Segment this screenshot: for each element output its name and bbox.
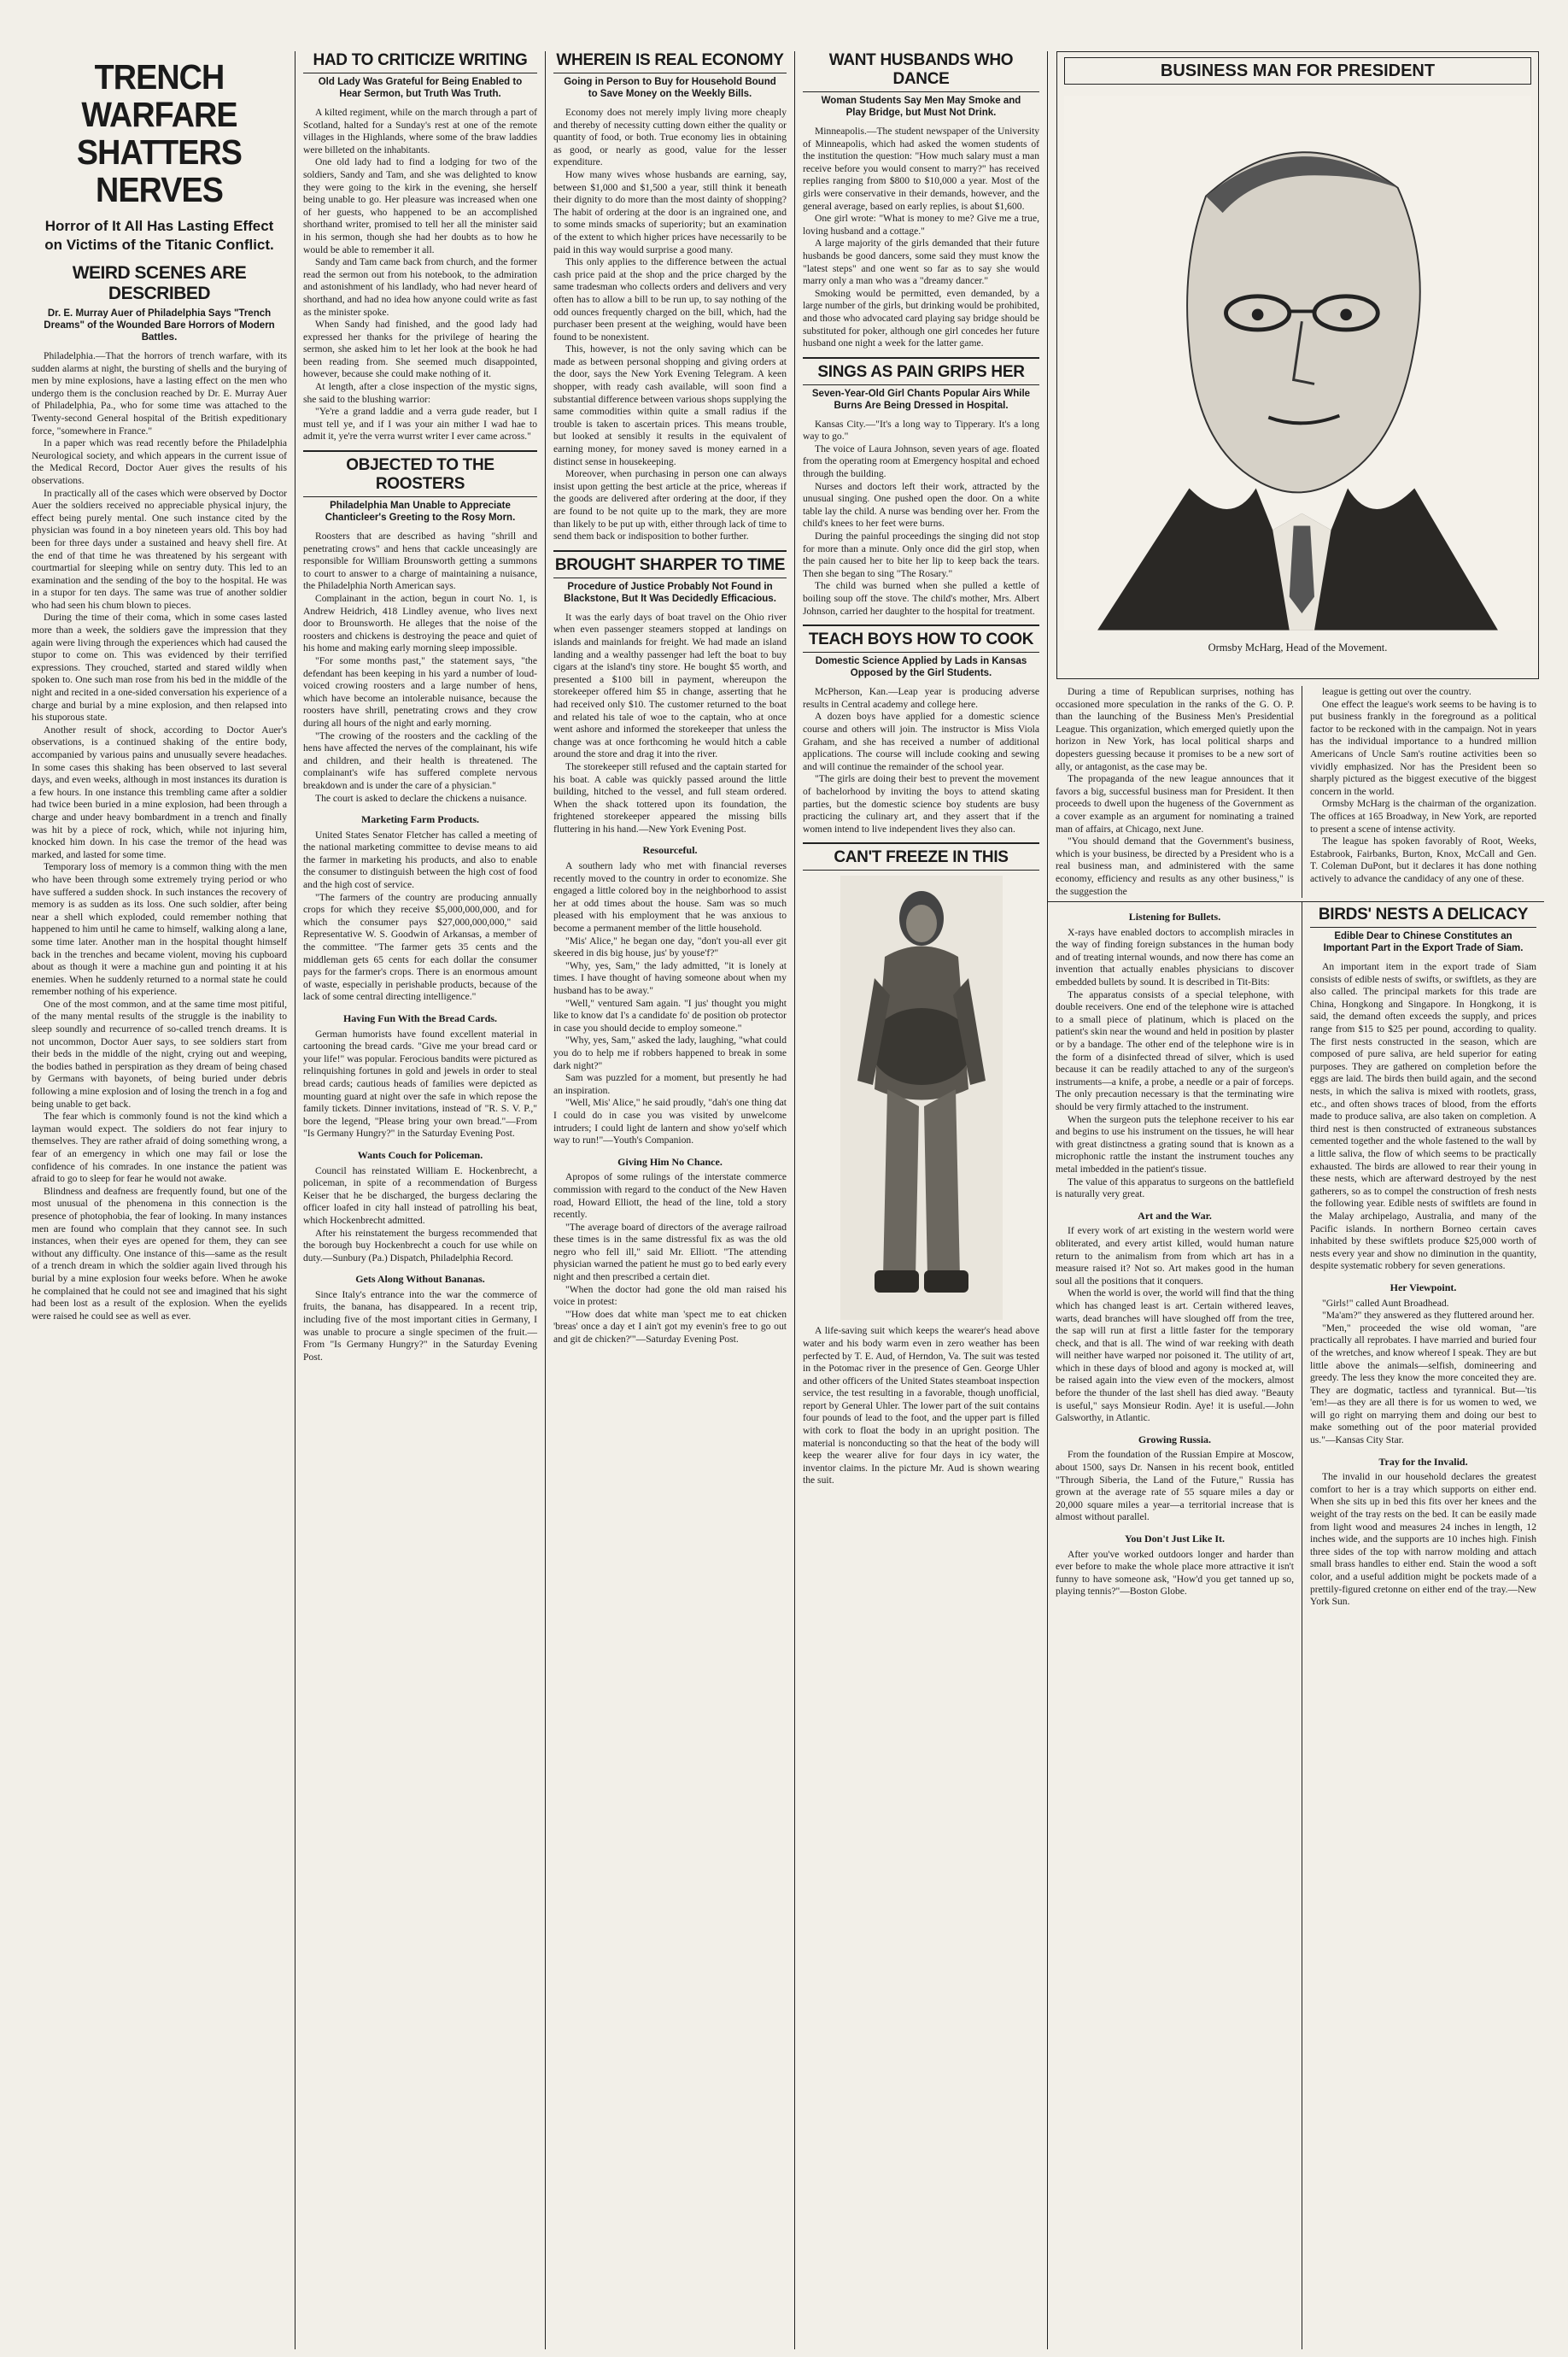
chance-paragraph: "When the doctor had gone the old man raised his voice in protest:	[553, 1283, 787, 1308]
sharper-headline: BROUGHT SHARPER TO TIME	[553, 550, 787, 578]
bullets-paragraph: When the surgeon puts the telephone receiver to his ear and begins to use his instrument on the tissues, he will hear with great distinctness a grating sound that is known as a microphonic rattle the instant the instrument touches any metal imbedded in the patient's tissue.	[1056, 1113, 1294, 1175]
president-paragraph: The propaganda of the new league announces that it favors a big, successful business man for President. It then proceeds to dwell upon the hugeness of the Government as a cover example as an argument for nominating a trained man of affairs, at Chicago, next June.	[1056, 773, 1294, 835]
chance-paragraph: "'How does dat white man 'spect me to eat chicken 'breas' once a day et I ain't got my evenin's free to go out and git de chicken?'"—Saturday Evening Post.	[553, 1308, 787, 1346]
couch-paragraph: Council has reinstated William E. Hockenbrecht, a policeman, in spite of a recommendation of Burgess Keiser that he be discharged, the burgess declaring the officer loafed in city hall instead of patrolling his beat, which Hockenbrecht admitted.	[303, 1164, 537, 1226]
economy-paragraph: How many wives whose husbands are earning, say, between $1,000 and $1,500 a year, still think it beneath their dignity to do more than the most dainty of shopping? The habit of ordering at the door is an ingrained one, and to some minds smacks of superiority; but an examination of the extent to which higher prices have necessarily to be paid in this way would surprise a good many.	[553, 168, 787, 255]
resourceful-headline: Resourceful.	[642, 844, 698, 857]
bullets-headline: Listening for Bullets.	[1128, 911, 1221, 923]
couch-paragraph: After his reinstatement the burgess recommended that the borough buy Hockenbrecht a couch for use while on duty.—Sunbury (Pa.) Dispatch, Philadelphia Record.	[303, 1227, 537, 1264]
russia-paragraph: From the foundation of the Russian Empire at Moscow, about 1500, says Dr. Nansen in his recent book, entitled "Through Siberia, the Land of the Future," Russia has grown at the average rate of 55 square miles a day or 20,000 square miles a year—a territorial increase that is almost without parallel.	[1056, 1449, 1294, 1523]
nests-headline: BIRDS' NESTS A DELICACY	[1310, 906, 1536, 928]
resourceful-paragraph: "Why, yes, Sam," the lady admitted, "it is lonely at times. I have thought of having someone about when my husband has to be away."	[553, 959, 787, 996]
column-trench-warfare	[24, 51, 295, 2349]
cook-deck: Domestic Science Applied by Lads in Kansas Opposed by the Girl Students.	[815, 656, 1027, 679]
president-paragraph: During a time of Republican surprises, nothing has occasioned more speculation in the ranks of the G. O. P. than the launching of the Business Men's Presidential League. This organization, which emerged quietly upon the horizon in New York, has local political sharps and dopesters guessing because it promises to be a new sort of ally, or antagonist, as the case may be.	[1056, 686, 1294, 772]
trench-subheadline: WEIRD SCENES ARE DESCRIBED	[72, 263, 247, 303]
roosters-paragraph: "For some months past," the statement says, "the defendant has been keeping in his yard a number of loud-voiced crowing roosters and a large number of hens, which have become an intolerable nuisance, because the roosters have shrill, penetrating crows and they crow during all hours of the night and early morning.	[303, 654, 537, 729]
column-bullets-art	[1048, 902, 1302, 2349]
chance-headline: Giving Him No Chance.	[617, 1155, 723, 1168]
bullets-paragraph: X-rays have enabled doctors to accomplish miracles in the way of finding foreign substances in the human body and of treating internal wounds, and now there has come an invention that actually enables physicians to discover embedded bullets by sound. It is described in Tit-Bits:	[1056, 926, 1294, 988]
tray-headline: Tray for the Invalid.	[1378, 1455, 1468, 1468]
economy-paragraph: Economy does not merely imply living more cheaply and thereby of necessity cutting down either the quality or quantity of food, or both. True economy lies in obtaining as good, or nearly as good, value for the lesser expenditure.	[553, 107, 787, 168]
resourceful-paragraph: "Well," ventured Sam again. "I jus' thought you might like to know dat I's a candidate fo' de position ob protector in case you should decide to employ someone."	[553, 997, 787, 1034]
roosters-paragraph: Roosters that are described as having "shrill and penetrating crows" and hens that cackle unceasingly are responsible for William Brounsworth getting a summons to court to answer to a charge of maintaining a nuisance, the Philadelphia North American says.	[303, 531, 537, 592]
art-headline: Art and the War.	[1138, 1209, 1212, 1222]
husbands-paragraph: Smoking would be permitted, even demanded, by a large number of the girls, but drinking would be prohibited, and those who advocated card playing say bridge should be substituted for poker, although one girl concedes her future husband one night a week for the latter game.	[803, 287, 1039, 349]
wide-row-president-text	[1048, 686, 1544, 898]
russia-headline: Growing Russia.	[1138, 1433, 1212, 1445]
column-economy-sharper	[546, 51, 795, 2349]
trench-paragraph: During the time of their coma, which in some cases lasted more than a week, the soldiers gave the impression that they again were living through the experiences which had caused the stupor to come on. This was evidenced by their terrified expressions. They crouched, started and stared wildly when spoken to. One such man rose from his bed in the middle of the night and recited in a one-sided conversation his experience of a charge and burial by a mine explosion, and then relapsed into his stuporous state.	[32, 612, 287, 724]
president-paragraph: The league has spoken favorably of Root, Weeks, Estabrook, Fairbanks, Burton, Knox, McCall and Gen. T. Coleman DuPont, but it declares it has done nothing actively to advance the candidacy of any one of these.	[1310, 836, 1536, 884]
trench-paragraph: Temporary loss of memory is a common thing with the men who have been through some extremely trying period or who have suffered a sudden shock. In such instances the recovery of memory is as sudden as its loss. One such soldier, after being near a shell which exploded, could remember nothing that happened to him until he came to himself, walking along a lane, some time later. Another man in the hospital thought himself back in the trenches and became violent, moving his cupboard about as though it were a machine gun and pointing it at his enemies. When he suddenly returned to a normal state he could remember nothing of his experience.	[32, 861, 287, 998]
roosters-deck: Philadelphia Man Unable to Appreciate Chanticleer's Greeting to the Rosy Morn.	[325, 501, 516, 524]
marketing-paragraph: "The farmers of the country are producing annually crops for which they receive $5,000,000,000, and for which the consumer pays $27,000,000,000," said Representative W. S. Goodwin of Arkansas, a member of the committee. "The farmer gets 35 cents and the middleman gets 65 cents for each dollar the consumer pays for the farmer's crops. There is an enormous amount of waste, especially in perishable products, because of the lack of some central directing intelligence."	[303, 891, 537, 1003]
resourceful-paragraph: "Mis' Alice," he began one day, "don't you-all ever git skeered in dis big house, jus' by youse'f?"	[553, 935, 787, 959]
sharper-deck: Procedure of Justice Probably Not Found in Blackstone, But It Was Decidedly Efficacious.	[564, 581, 776, 604]
criticize-paragraph: "Ye're a grand laddie and a verra gude reader, but I must tell ye, and if I was your ain mither I wad hae to admit it, ye're the verra wurrst writer I ever came across."	[303, 406, 537, 443]
column-criticize-roosters	[295, 51, 546, 2349]
resourceful-paragraph: A southern lady who met with financial reverses recently moved to the country in order to economize. She engaged a little colored boy in the neighborhood to assist her at odd times about the house. Sam was so much pleased with his employment that he was anxious to become a permanent member of the little household.	[553, 860, 787, 935]
president-headline: BUSINESS MAN FOR PRESIDENT	[1064, 57, 1531, 85]
cook-paragraph: A dozen boys have applied for a domestic science course and others will join. The instructor is Miss Viola Graham, and she has received a number of additional applications. The course will include cooking and sewing and will continue the remainder of the school year.	[803, 711, 1039, 772]
trench-headline: TRENCH WARFARE SHATTERS NERVES	[76, 57, 243, 209]
president-text-left	[1048, 686, 1302, 898]
ormsby-mcharg-portrait	[1064, 90, 1531, 636]
resourceful-paragraph: "Well, Mis' Alice," he said proudly, "dah's one thing dat I could do in case you was visited by unwelcome intruders; I could light de lantern and show yo'self which way to run!"—Youth's Companion.	[553, 1097, 787, 1146]
viewpoint-headline: Her Viewpoint.	[1390, 1281, 1457, 1293]
economy-paragraph: Moreover, when purchasing in person one can always insist upon getting the best article at the price, whereas if the goods are delivered after ordering at the door, if they are found to be not quite up to the mark, they are more than likely to be put up with, either through lack of time to send them back or indisposition to bother further.	[553, 468, 787, 542]
marketing-headline: Marketing Farm Products.	[360, 813, 480, 826]
sings-paragraph: The child was burned when she pulled a kettle of boiling soup off the stove. The child's mother, Mrs. Albert Johnson, carried her daughter to the hospital for treatment.	[803, 580, 1039, 617]
bananas-paragraph: Since Italy's entrance into the war the commerce of fruits, the banana, has disappeared. In a recent trip, including five of the most important cities in Germany, I was unable to procure a single specimen of the fruit.—From "Is Germany Hungry?" in the Saturday Evening Post.	[303, 1288, 537, 1363]
sings-paragraph: During the painful proceedings the singing did not stop for more than a minute. Only once did the girl stop, when the pain caused her to bite her lip to keep back the tears. Then she began to sing "The Rosary."	[803, 531, 1039, 579]
cards-paragraph: German humorists have found excellent material in cartooning the bread cards. "Give me your bread card or your life!" was popular. Ferocious bandits were pictured as relinquishing fortunes in gold and jewels in order to steal bread cards; cautious heads of families were depicted as mounting guard at night over the safe in which repose the family tickets. Dinner invitations, instead of "R. S. V. P.," bore the legend, "Please bring your own bread."—From "Is Germany Hungry?" in the Saturday Evening Post.	[303, 1028, 537, 1140]
column-nests	[1302, 902, 1544, 2349]
sharper-paragraph: It was the early days of boat travel on the Ohio river when even passenger steamers stopped at landings on islands and mainlands for freight. We had made an island landing and a wealthy passenger had left the boat to buy cigars at the island's tiny store. He bought $5 worth, and presented a $100 bill in payment, whereupon the storekeeper offered him $5 in change, asserting that he had received only $10. The customer returned to the boat and related his tale of woe to the captain, who at once went ashore and informed the storekeeper that unless the change was at once forthcoming he would hitch a cable around the store and drag it into the river.	[553, 611, 787, 760]
marketing-paragraph: United States Senator Fletcher has called a meeting of the national marketing committee to devise means to aid the farmer in marketing his products, and also to enable the consumer to distinguish between the high cost of food and the high cost of service.	[303, 829, 537, 891]
viewpoint-paragraph: "Ma'am?" they answered as they fluttered around her.	[1322, 1310, 1535, 1322]
trench-paragraph: One of the most common, and at the same time most pitiful, of the many mental results of the struggle is the inability to sleep soundly and recurrence of so-called trench dreams. It is not uncommon, Doctor Auer says, to see soldiers start from their beds in the middle of the night, crying out and weeping, the bodies bathed in perspiration as they dream of being chased by Germans with bayonets, of being buried under debris following a mine explosion and of losing the trench in a fog and being unable to get back.	[32, 998, 287, 1110]
economy-paragraph: This, however, is not the only saving which can be made as between personal shopping and giving orders at the door, says the New York Evening Telegram. A keen shopper, with ready cash available, will soon find a substantial difference between various shops supplying the same commodities within quite a small radius if the trouble is taken to ascertain prices. This means trouble, but looked at sensibly it results in the equivalent of earning money, for money saved is money earned in a distinct sense in housekeeping.	[553, 343, 787, 467]
trench-deck: Horror of It All Has Lasting Effect on Victims of the Titanic Conflict.	[44, 218, 274, 253]
economy-headline: WHEREIN IS REAL ECONOMY	[553, 51, 787, 73]
bananas-headline: Gets Along Without Bananas.	[355, 1273, 485, 1286]
trench-paragraph: Philadelphia.—That the horrors of trench warfare, with its sudden alarms at night, the bursting of shells and the burying of men by mine explosions, have a lasting effect on the men who undergo them is the conclusion reached by Dr. E. Murray Auer of Philadelphia, Pa., who for some time was attached to the Twenty-second General hospital of the British expeditionary force, "somewhere in France."	[32, 350, 287, 437]
husbands-headline: WANT HUSBANDS WHO DANCE	[803, 51, 1039, 92]
resourceful-paragraph: Sam was puzzled for a moment, but presently he had an inspiration.	[553, 1072, 787, 1096]
criticize-paragraph: When Sandy had finished, and the good lady had expressed her thanks for the privilege of hearing the sermon, she asked him to let her look at the book he had been reading from. She seemed much disappointed, however, because she could make nothing of it.	[303, 319, 537, 380]
bullets-paragraph: The value of this apparatus to surgeons on the battlefield is naturally very great.	[1056, 1176, 1294, 1200]
cook-paragraph: "The girls are doing their best to prevent the movement of bachelorhood by inviting the boys to attend skating parties, but the domestic science boy students are busy practicing the culinary art, and they assert that if the women intend to live independent lives they also can.	[803, 773, 1039, 835]
art-paragraph: When the world is over, the world will find that the thing which has changed least is art. Certain withered leaves, warts, dead branches will have sloughed off from the tree, the sap will run at first a little faster for the temporary check, and that is all. The wind of war reeking with death will neither have warped nor poisoned it. The utility of art, which in these days of blood and agony is mocked at, will be raised again into the view even of the mockers, almost before the thunder of the last shell has died away. "Beauty is useful," says Monsieur Rodin. Aye! it is useful.—John Galsworthy, in Atlantic.	[1056, 1287, 1294, 1424]
bullets-paragraph: The apparatus consists of a special telephone, with double receivers. One end of the telephone wire is attached to a small piece of platinum, which is placed on the patient's skin near the wound and held in position by plaster or by a bandage. The other end of the telephone wire is in the form of a disinfected thread of silver, which is used because it can be readily attached to any of the surgeon's instruments—a knife, a probe, a needle or a pair of forceps. The only precaution necessary is that the terminating wire should be very firmly attached to the instrument.	[1056, 988, 1294, 1112]
art-paragraph: If every work of art existing in the western world were obliterated, and every artist killed, would human nature return to the animalism from from which art has in a measure raised it? Not so. Art makes good in the human soul all the positions that it conquers.	[1056, 1225, 1294, 1287]
president-paragraph: "You should demand that the Government's business, which is your business, be directed by a President who is a real business man, and administered with the same economy, efficiency and results as any other business," is the suggestion the	[1056, 836, 1294, 897]
nests-paragraph: An important item in the export trade of Siam consists of edible nests of swifts, or swiftlets, as they are also called. The principal markets for this trade are China, Hongkong and Singapore. In Hongkong, it is said, the demand often exceeds the supply, and prices range from $15 to $25 per pound, according to quality. The first nests constructed in the season, which are composed of pure saliva, are held superior for eating purposes. They are gathered on completion before the eggs are laid. The birds then build again, and the second nests, in which the saliva is mixed with rootlets, grass, etc., and often shows traces of blood, from the efforts made to produce saliva, are also taken on completion. A third nest is then constructed of extraneous substances cemented together and the whole fastened to the wall by a little saliva, the flow of which seems to be practically exhausted. The birds are allowed to rear their young in these nests, which are afterward destroyed by the nest gatherers, so as to compel the construction of fresh nests the following year. Edible nests of swiftlets are found in the Malay archipelago, Australia, and many of the Pacific islands. In northern Borneo certain caves inhabited by these swiftlets produce $25,000 worth of nests every year and show no diminution in the quantity, despite systematic robbery for seven generations.	[1310, 961, 1536, 1272]
roosters-paragraph: Complainant in the action, begun in court No. 1, is Andrew Heidrich, 418 Lindley avenue, who lives next door to Brounsworth. He alleges that the noise of the roosters and chickens is destroying the peace and quiet of his home and making early morning sleep impossible.	[303, 593, 537, 654]
life-saving-suit-photo	[840, 876, 1003, 1320]
husbands-paragraph: Minneapolis.—The student newspaper of the University of Minneapolis, which had asked the women students of the institution the question: "How much salary must a man receive before you would consent to marry?" has received replies ranging from $800 to $10,000 a year. Most of the girls were conservative in their demands, however, and the general average, based on early replies, is about $1,600.	[803, 126, 1039, 212]
criticize-deck: Old Lady Was Grateful for Being Enabled to Hear Sermon, but Truth Was Truth.	[318, 77, 523, 99]
column-husbands-cook	[795, 51, 1048, 2349]
viewpoint-paragraph: "Girls!" called Aunt Broadhead.	[1322, 1297, 1449, 1309]
economy-deck: Going in Person to Buy for Household Bound to Save Money on the Weekly Bills.	[564, 77, 776, 99]
president-paragraph: league is getting out over the country.	[1322, 686, 1471, 697]
trench-body	[32, 350, 287, 1322]
chance-paragraph: Apropos of some rulings of the interstate commerce commission with regard to the conduct of the New Haven road, Howard Elliott, the head of the line, told a story recently.	[553, 1171, 787, 1221]
trench-paragraph: Blindness and deafness are frequently found, but one of the most unusual of the phenomena in this connection is the presence of photophobia, the fear of looking. In many instances men are found who complain that they cannot see. In such instances, when their eyes are opened for them, they can see without any difficulty. One instance of this—same as the result of a trench dream in which the soldier again lived through his burial by a mine explosion four weeks before. When he awoke he complained that he could not see and imagined that his sight had been lost as a result of the explosion. When the eyelids were raised he could see as well as ever.	[32, 1185, 287, 1322]
freeze-caption: A life-saving suit which keeps the wearer's head above water and his body warm even in zero weather has been perfected by T. E. Aud, of Herndon, Va. The suit was tested in the Potomac river in the presence of Gen. George Uhler and other officers of the United States steamboat inspection service, the test resulting in a favorable, though unofficial, report by General Uhler. The lower part of the suit contains four pounds of lead to the foot, and the upper part is filled with cork to float the body in an upright position. The material is nonconducting so that the heat of the body will keep the wearer alive for four days in icy water, the inventor claims. In the picture Mr. Aud is shown wearing the suit.	[803, 1325, 1039, 1486]
column-president-block	[1048, 51, 1544, 2349]
couch-headline: Wants Couch for Policeman.	[357, 1148, 483, 1161]
husbands-paragraph: One girl wrote: "What is money to me? Give me a true, loving husband and a cottage."	[803, 213, 1039, 237]
president-photo-box	[1056, 51, 1539, 679]
chance-paragraph: "The average board of directors of the average railroad these times is in the same distressful fix as was the old negro who fell ill," said Mr. Elliott. "The attending physician warned the patient he must go to bed early every night and then prescribed a certain diet.	[553, 1221, 787, 1283]
viewpoint-paragraph: "Men," proceeded the wise old woman, "are practically all reprobates. I have married and buried four of the wretches, and know whereof I speak. They are but little above the animals—selfish, domineering and greedy. The less they know the more conceited they are. They are dogmatic, tactless and tyrannical. But—'tis 'em!—as they are all there is for us women to wed, we will go right on marrying them and doing our best to make something out of the poor material provided us."—Kansas City Star.	[1310, 1322, 1536, 1446]
trench-paragraph: In practically all of the cases which were observed by Doctor Auer the soldiers received no appreciable physical injury, the effect being purely mental. One such instance cited by the physician was found in a boy nineteen years old. This boy had been for three days under a sustained and heavy shell fire. At the end of that time he was threatened by his sergeant with courtmartial for sleeping while on sentry duty. This led to an examination and the sending of the boy to the hospital. He was in a stupor for ten days. The same was true of another soldier who had seen his chum blown to pieces.	[32, 487, 287, 611]
sings-paragraph: Kansas City.—"It's a long way to Tipperary. It's a long way to go."	[803, 418, 1039, 443]
president-paragraph: Ormsby McHarg is the chairman of the organization. The offices at 165 Broadway, in New York, are reported to present a scene of intense activity.	[1310, 798, 1536, 835]
dontlike-paragraph: After you've worked outdoors longer and harder than ever before to make the whole place more attractive it isn't funny to have someone ask, "How'd you get tanned up so, playing tennis?"—Boston Globe.	[1056, 1548, 1294, 1598]
husbands-paragraph: A large majority of the girls demanded that their future husbands be good dancers, some said they must know the "latest steps" and one went so far as to say she would marry only a man who was a "dreamy dancer."	[803, 237, 1039, 287]
economy-paragraph: This only applies to the difference between the actual cash price paid at the shop and the price charged by the same tradesman who collects orders and delivers and very often has to allow a bill to be run up, to say nothing of the odd ounces frequently charged on the bill, which, had the purchaser been present at the weighing, would have been found to be nonexistent.	[553, 256, 787, 343]
roosters-paragraph: The court is asked to declare the chickens a nuisance.	[315, 792, 527, 804]
sharper-paragraph: The storekeeper still refused and the captain started for his boat. A cable was quickly passed around the little building, hitched to the vessel, and full steam ordered. When the shack tottered upon its foundation, the frightened storekeeper appeared the missing bills fluttering in his hand.—New York Evening Post.	[553, 760, 787, 835]
sings-headline: SINGS AS PAIN GRIPS HER	[803, 357, 1039, 385]
cook-paragraph: McPherson, Kan.—Leap year is producing adverse results in Central academy and college here.	[803, 686, 1039, 710]
tray-paragraph: The invalid in our household declares the greatest comfort to her is a tray which supports on either end. When she sits up in bed this fits over her knees and the weight of the tray rests on the bed. It can be easily made from light wood and measures 24 inches in length, 12 inches wide, and the supports are 10 inches high. Finish three sides of the top with narrow molding and attach small brass handles to either end. Stain the wood a soft color, and a useful addition might be pockets made of a prettily-figured cretonne on either end of the tray.—New York Sun.	[1310, 1471, 1536, 1608]
president-paragraph: One effect the league's work seems to be having is to put business frankly in the foreground as a political factor to be reckoned with in the campaign. Not in years has the individual importance to a hundred million Americans of Uncle Sam's routine activities been so vividly emphasized. Nor has the President been so sharply pictured as the biggest executive of the biggest concern in the world.	[1310, 698, 1536, 797]
sings-paragraph: Nurses and doctors left their work, attracted by the unusual singing. One pushed open the door. On a white table lay the child. A nurse was bending over her. From the child's knees to her feet were burns.	[803, 480, 1039, 530]
sings-deck: Seven-Year-Old Girl Chants Popular Airs While Burns Are Being Dressed in Hospital.	[811, 388, 1031, 411]
criticize-headline: HAD TO CRITICIZE WRITING	[303, 51, 537, 73]
cards-headline: Having Fun With the Bread Cards.	[342, 1012, 498, 1024]
criticize-paragraph: At length, after a close inspection of the mystic signs, she said to the blushing warrior:	[303, 381, 537, 405]
criticize-paragraph: One old lady had to find a lodging for two of the soldiers, Sandy and Tam, and she was delighted to know they were going to the kirk in the evening, she herself being unable to go. Her pleasure was increased when one of her guests, who happened to be an accomplished shorthand writer, promised to tell her all the minister said in his sermon, though she had her doubts as to how he would be able to remember it all.	[303, 156, 537, 255]
nests-deck: Edible Dear to Chinese Constitutes an Important Part in the Export Trade of Siam.	[1323, 931, 1524, 954]
freeze-headline: CAN'T FREEZE IN THIS	[803, 842, 1039, 871]
trench-paragraph: Another result of shock, according to Doctor Auer's observations, is a continued shaking of the entire body, accompanied by various pains and unusually severe headaches. In some cases this shaking has been observed to last several days, and even weeks, although in most instances its duration is a few hours. In one instance this trembling came after a soldier had twice been buried in a mine explosion, had been through a charge and under heavy bombardment in a trench and finally was hit by a piece of rock, which, while not injuring him, knocked him down. In his case the tremor of the head was marked, and lasted for some time.	[32, 724, 287, 860]
trench-paragraph: In a paper which was read recently before the Philadelphia Neurological society, and which appears in the current issue of the Medical Record, Doctor Auer gives the results of his observations.	[32, 437, 287, 486]
trench-deck-2: Dr. E. Murray Auer of Philadelphia Says "Trench Dreams" of the Wounded Bare Horrors of Modern Battles.	[44, 308, 275, 343]
resourceful-paragraph: "Why, yes, Sam," asked the lady, laughing, "what could you do to help me if robbers happened to break in some dark night?"	[553, 1035, 787, 1071]
criticize-paragraph: A kilted regiment, while on the march through a part of Scotland, halted for a Sunday's rest at one of the remote villages in the Highlands, where some of the braw laddies were billeted on the inhabitants.	[303, 107, 537, 155]
criticize-paragraph: Sandy and Tam came back from church, and the former read the sermon out from his notebook, to the admiration and astonishment of his landlady, who had never heard of shorthand, and had no idea how anyone could write as fast as the minister spoke.	[303, 256, 537, 318]
president-text-right	[1302, 686, 1544, 898]
cook-headline: TEACH BOYS HOW TO COOK	[803, 624, 1039, 653]
dontlike-headline: You Don't Just Like It.	[1124, 1533, 1226, 1545]
trench-paragraph: The fear which is commonly found is not the kind which a layman would expect. The soldiers do not fear injury to themselves. They are rather afraid of doing something wrong, a fear of an emergency in which one may fail or lose the confidence of his comrades. In one instance the patient was afraid to go to sleep for fear he would not awake.	[32, 1111, 287, 1185]
president-caption: Ormsby McHarg, Head of the Movement.	[1208, 642, 1388, 654]
sings-paragraph: The voice of Laura Johnson, seven years of age. floated from the operating room at Emergency hospital and echoed through the building.	[803, 443, 1039, 480]
roosters-headline: OBJECTED TO THE ROOSTERS	[303, 450, 537, 497]
roosters-paragraph: "The crowing of the roosters and the cackling of the hens have affected the nerves of the complainant, his wife and children, and their health is threatened. The complainant's wife has suffered complete nervous breakdown and is under the care of a physician."	[303, 730, 537, 791]
wide-row-lower	[1048, 901, 1544, 2349]
husbands-deck: Woman Students Say Men May Smoke and Play Bridge, but Must Not Drink.	[821, 96, 1021, 118]
